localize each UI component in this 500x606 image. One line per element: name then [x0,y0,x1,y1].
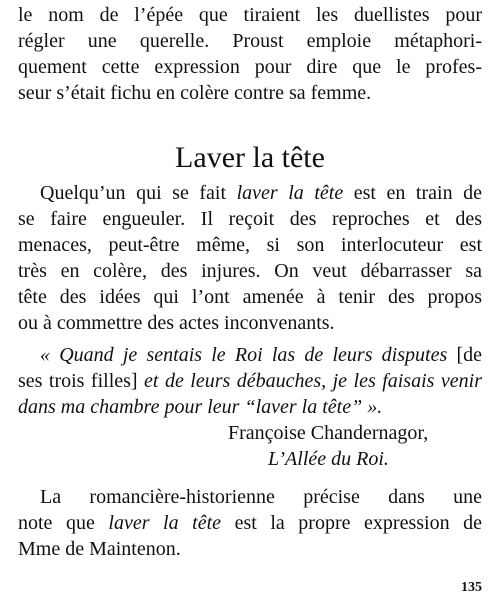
intro-text-4: seur s’était fichu en colère contre sa femme. [18,82,372,104]
quote-italic-1: « Quand je sentais le Roi las de leurs disputes [40,344,448,366]
quote-line-2 [18,368,482,394]
quote-work-title: L’Allée du Roi. [268,448,389,470]
intro-text-2: régler une querelle. Proust emploie métaphori- [18,30,482,52]
para1-italic-1: laver la tête [236,182,344,204]
para2-italic-2: laver la tête [108,512,222,534]
intro-line-1 [18,2,482,28]
para2-text-3: Mme de Maintenon. [18,538,181,560]
quote-text-1b: [de [456,344,482,366]
para1-line-6 [18,310,482,336]
quote-author: Françoise Chandernagor, [228,422,429,444]
para1-line-5 [18,284,482,310]
intro-line-2 [18,28,482,54]
para1-text-6: ou à commettre des actes inconvenants. [18,312,335,334]
para1-line-4 [18,258,482,284]
section-heading: Laver la tête [175,141,325,174]
intro-line-3 [18,54,482,80]
para1-text-5: tête des idées qui l’ont amenée à tenir des propos [18,286,482,308]
para1-line-2 [18,206,482,232]
intro-text-1: le nom de l’épée que tiraient les duellistes pour [18,4,482,26]
para2-text-2a: note que [18,512,95,534]
quote-text-2a: ses trois filles] [18,370,138,392]
intro-line-4 [18,80,482,106]
para1-text-1b: est en train de [353,182,483,204]
quote-line-1 [18,342,482,368]
para1-text-2: se faire engueuler. Il reçoit des reproches et des [18,208,482,230]
para1-line-3 [18,232,482,258]
para2-line-3 [18,536,482,562]
quote-italic-2: et de leurs débauches, je les faisais venir [144,370,482,392]
para1-text-1a: Quelqu’un qui se fait [40,182,227,204]
para2-line-2 [18,510,482,536]
para2-text-2b: est la propre expression de [234,512,482,534]
quote-italic-3: dans ma chambre pour leur “laver la tête” ». [18,396,383,418]
quote-line-3 [18,394,482,420]
para1-line-1 [18,180,482,206]
para2-line-1 [18,484,482,510]
para1-text-4: très en colère, des injures. On veut débarrasser sa [18,260,482,282]
para1-text-3: menaces, peut-être même, si son interlocuteur est [18,234,482,256]
para2-text-1: La romancière-historienne précise dans une [40,486,482,508]
intro-text-3: quement cette expression pour dire que le profes- [18,56,482,78]
page-number: 135 [461,580,482,595]
